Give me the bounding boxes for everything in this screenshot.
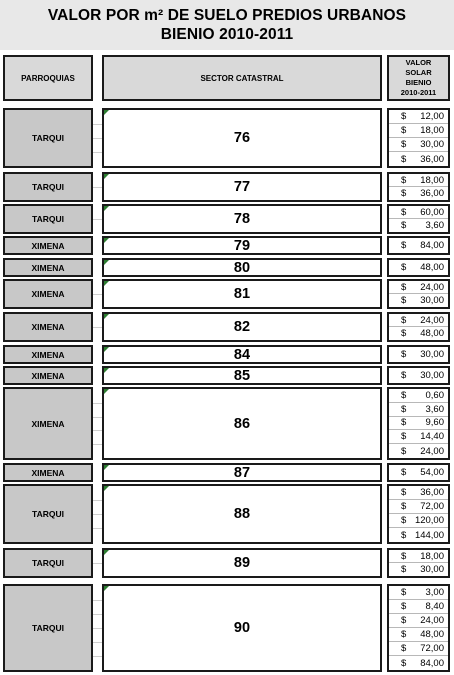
currency-symbol: $ (401, 314, 407, 326)
parroquia-cell: TARQUI (3, 108, 93, 168)
row-gridline (93, 600, 102, 601)
currency-symbol: $ (401, 587, 407, 598)
valor-cell (389, 152, 448, 166)
row-gridline (93, 500, 102, 501)
valor-amount: 18,00 (420, 125, 444, 136)
sector-cell (102, 236, 382, 255)
currency-symbol: $ (401, 188, 407, 199)
title-line-1: VALOR POR m² DE SUELO PREDIOS URBANOS (47, 7, 407, 24)
comment-indicator-icon (104, 281, 109, 286)
currency-symbol: $ (401, 501, 407, 512)
comment-indicator-icon (104, 206, 109, 211)
comment-indicator-icon (104, 586, 109, 591)
parroquia-cell: XIMENA (3, 258, 93, 277)
valor-cell (389, 465, 448, 480)
row-gridline (93, 138, 102, 139)
row-gridline (93, 614, 102, 615)
row-gridline (93, 514, 102, 515)
valor-cell-group (387, 312, 450, 342)
header-sector-catastral: SECTOR CATASTRAL (102, 55, 382, 101)
row-gridline (93, 403, 102, 404)
valor-cell (389, 327, 448, 340)
row-gridline (93, 628, 102, 629)
valor-cell-group (387, 258, 450, 277)
valor-amount: 84,00 (420, 657, 444, 669)
valor-amount: 8,40 (425, 601, 444, 612)
valor-amount: 30,00 (420, 139, 444, 150)
row-gridline (93, 294, 102, 295)
valor-cell-group (387, 548, 450, 578)
parroquia-cell: TARQUI (3, 204, 93, 234)
valor-cell (389, 206, 448, 219)
sector-number: 80 (233, 259, 251, 276)
currency-symbol: $ (401, 240, 407, 251)
valor-amount: 14,40 (420, 431, 444, 443)
valor-cell (389, 314, 448, 327)
valor-amount: 54,00 (420, 467, 444, 478)
parroquia-cell: XIMENA (3, 366, 93, 385)
currency-symbol: $ (401, 467, 407, 478)
valor-amount: 48,00 (420, 629, 444, 640)
valor-amount: 120,00 (414, 515, 444, 526)
valor-cell (389, 174, 448, 187)
currency-symbol: $ (401, 529, 407, 541)
valor-amount: 9,60 (425, 417, 444, 429)
row-gridline (93, 642, 102, 643)
comment-indicator-icon (104, 486, 109, 491)
valor-amount: 30,00 (420, 295, 444, 306)
valor-cell-group (387, 387, 450, 460)
valor-amount: 72,00 (420, 501, 444, 512)
sector-cell (102, 204, 382, 234)
sector-number: 78 (233, 211, 251, 227)
currency-symbol: $ (401, 550, 407, 562)
valor-amount: 36,00 (420, 153, 444, 165)
valor-cell-group (387, 345, 450, 364)
valor-cell (389, 417, 448, 431)
currency-symbol: $ (401, 657, 407, 669)
currency-symbol: $ (401, 206, 407, 218)
row-gridline (93, 327, 102, 328)
currency-symbol: $ (401, 370, 407, 381)
valor-amount: 48,00 (420, 262, 444, 273)
sector-cell (102, 387, 382, 460)
comment-indicator-icon (104, 314, 109, 319)
parroquia-cell: TARQUI (3, 172, 93, 202)
sector-cell (102, 345, 382, 364)
sector-cell (102, 463, 382, 482)
valor-amount: 3,00 (425, 587, 444, 598)
valor-amount: 36,00 (420, 188, 444, 199)
valor-amount: 30,00 (420, 564, 444, 575)
valor-cell (389, 486, 448, 500)
row-gridline (93, 444, 102, 445)
comment-indicator-icon (104, 550, 109, 555)
sector-number: 77 (233, 179, 251, 195)
valor-cell (389, 110, 448, 124)
currency-symbol: $ (401, 262, 407, 273)
currency-symbol: $ (401, 153, 407, 165)
valor-cell (389, 347, 448, 362)
valor-amount: 3,60 (425, 403, 444, 415)
sector-number: 85 (233, 367, 251, 384)
valor-cell (389, 642, 448, 656)
sector-number: 79 (233, 237, 251, 254)
valor-cell (389, 281, 448, 294)
valor-amount: 60,00 (420, 206, 444, 218)
valor-cell (389, 528, 448, 542)
header-valor-line-4: 2010-2011 (400, 88, 437, 97)
comment-indicator-icon (104, 260, 109, 265)
parroquia-cell: TARQUI (3, 548, 93, 578)
title-line-2: BIENIO 2010-2011 (160, 26, 294, 43)
header-valor-solar (387, 55, 450, 101)
row-gridline (93, 430, 102, 431)
sector-number: 84 (233, 346, 251, 363)
valor-cell-group (387, 484, 450, 544)
sector-number: 90 (233, 620, 251, 636)
sector-number: 87 (233, 464, 251, 481)
currency-symbol: $ (401, 601, 407, 612)
comment-indicator-icon (104, 347, 109, 352)
currency-symbol: $ (401, 431, 407, 443)
valor-cell-group (387, 584, 450, 672)
valor-amount: 36,00 (420, 487, 444, 498)
currency-symbol: $ (401, 125, 407, 136)
currency-symbol: $ (401, 643, 407, 654)
parroquia-cell: TARQUI (3, 584, 93, 672)
valor-cell (389, 586, 448, 600)
valor-cell (389, 368, 448, 383)
valor-cell (389, 219, 448, 232)
header-parroquias: PARROQUIAS (3, 55, 93, 101)
valor-cell (389, 614, 448, 628)
currency-symbol: $ (401, 220, 407, 231)
page-title (0, 0, 454, 50)
row-gridline (93, 124, 102, 125)
valor-amount: 24,00 (420, 314, 444, 326)
currency-symbol: $ (401, 174, 407, 186)
currency-symbol: $ (401, 417, 407, 429)
currency-symbol: $ (401, 515, 407, 526)
comment-indicator-icon (104, 389, 109, 394)
row-gridline (93, 417, 102, 418)
row-gridline (93, 563, 102, 564)
valor-amount: 30,00 (420, 370, 444, 381)
currency-symbol: $ (401, 445, 407, 457)
row-gridline (93, 656, 102, 657)
parroquia-cell: XIMENA (3, 279, 93, 309)
row-gridline (93, 187, 102, 188)
sector-cell (102, 312, 382, 342)
comment-indicator-icon (104, 110, 109, 115)
valor-amount: 144,00 (414, 529, 444, 541)
currency-symbol: $ (401, 349, 407, 360)
row-gridline (93, 152, 102, 153)
sector-cell (102, 584, 382, 672)
comment-indicator-icon (104, 174, 109, 179)
sector-cell (102, 484, 382, 544)
header-valor-line-2: SOLAR (405, 68, 432, 77)
parroquia-cell: TARQUI (3, 484, 93, 544)
comment-indicator-icon (104, 238, 109, 243)
comment-indicator-icon (104, 368, 109, 373)
sector-cell (102, 366, 382, 385)
sector-cell (102, 279, 382, 309)
sector-number: 76 (233, 130, 251, 146)
valor-cell (389, 403, 448, 417)
parroquia-cell: XIMENA (3, 463, 93, 482)
currency-symbol: $ (401, 389, 407, 401)
row-gridline (93, 219, 102, 220)
currency-symbol: $ (401, 487, 407, 498)
valor-cell (389, 124, 448, 138)
sector-number: 82 (233, 319, 251, 335)
valor-cell (389, 430, 448, 444)
valor-cell-group (387, 366, 450, 385)
header-valor-line-3: BIENIO (405, 78, 432, 87)
sector-cell (102, 548, 382, 578)
valor-amount: 30,00 (420, 349, 444, 360)
header-valor-line-1: VALOR (405, 58, 432, 67)
valor-cell (389, 656, 448, 670)
valor-cell-group (387, 279, 450, 309)
valor-cell (389, 389, 448, 403)
parroquia-cell: XIMENA (3, 387, 93, 460)
currency-symbol: $ (401, 629, 407, 640)
sector-number: 81 (233, 286, 251, 302)
valor-amount: 24,00 (420, 615, 444, 626)
sector-cell (102, 258, 382, 277)
currency-symbol: $ (401, 564, 407, 575)
parroquia-cell: XIMENA (3, 236, 93, 255)
valor-amount: 24,00 (420, 445, 444, 457)
valor-amount: 0,60 (425, 389, 444, 401)
sector-cell (102, 172, 382, 202)
valor-amount: 24,00 (420, 281, 444, 293)
valor-amount: 18,00 (420, 550, 444, 562)
valor-cell (389, 600, 448, 614)
valor-cell-group (387, 172, 450, 202)
valor-cell (389, 187, 448, 200)
parroquia-cell: XIMENA (3, 312, 93, 342)
valor-cell (389, 138, 448, 152)
valor-cell (389, 238, 448, 253)
valor-cell-group (387, 463, 450, 482)
valor-cell (389, 563, 448, 576)
valor-amount: 3,60 (425, 220, 444, 231)
valor-amount: 18,00 (420, 174, 444, 186)
sector-number: 86 (233, 415, 251, 432)
currency-symbol: $ (401, 295, 407, 306)
valor-cell (389, 500, 448, 514)
valor-cell (389, 550, 448, 563)
currency-symbol: $ (401, 615, 407, 626)
currency-symbol: $ (401, 111, 407, 122)
valor-amount: 84,00 (420, 240, 444, 251)
valor-cell (389, 444, 448, 458)
valor-cell-group (387, 108, 450, 168)
valor-cell (389, 294, 448, 307)
valor-amount: 72,00 (420, 643, 444, 654)
valor-cell (389, 260, 448, 275)
valor-amount: 12,00 (420, 111, 444, 122)
currency-symbol: $ (401, 139, 407, 150)
valor-cell-group (387, 236, 450, 255)
sector-number: 89 (233, 555, 251, 571)
valor-cell (389, 514, 448, 528)
valor-cell (389, 628, 448, 642)
parroquia-cell: XIMENA (3, 345, 93, 364)
sector-number: 88 (233, 506, 251, 522)
sector-cell (102, 108, 382, 168)
valor-amount: 48,00 (420, 328, 444, 339)
row-gridline (93, 528, 102, 529)
currency-symbol: $ (401, 281, 407, 293)
comment-indicator-icon (104, 465, 109, 470)
currency-symbol: $ (401, 328, 407, 339)
currency-symbol: $ (401, 403, 407, 415)
valor-cell-group (387, 204, 450, 234)
